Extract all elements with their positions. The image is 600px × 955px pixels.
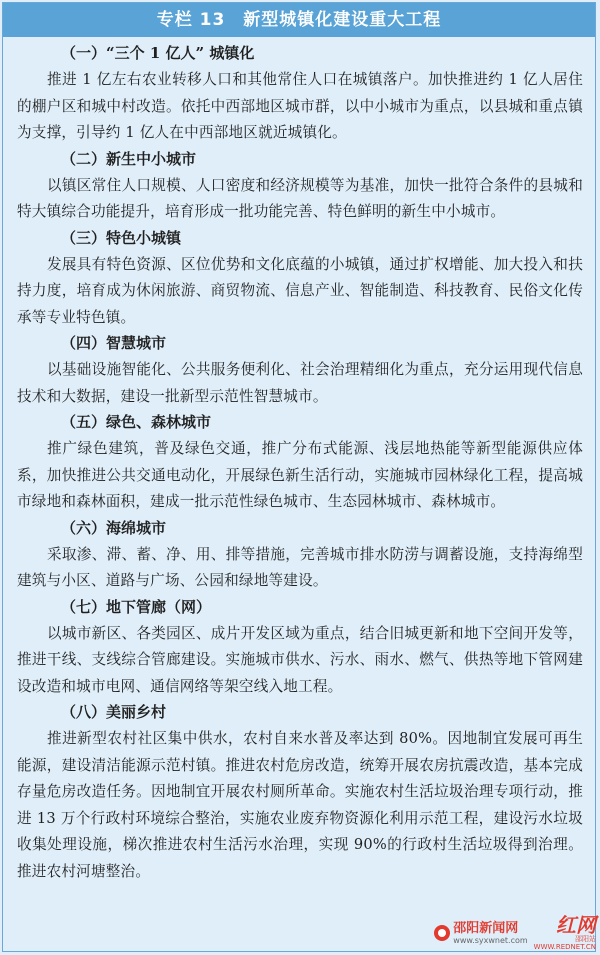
watermark [434, 915, 596, 951]
section-6 [17, 518, 583, 595]
section-body: 发展具有特色资源、区位优势和文化底蕴的小城镇，通过扩权增能、加大投入和扶持力度，培育成为休闲旅游、商贸物流、信息产业、智能制造、科技教育、民俗文化传承等专业特色镇。 [17, 255, 583, 326]
rednet-sub: 邵阳站 [575, 935, 596, 943]
section-body: 推广绿色建筑，普及绿色交通，推广分布式能源、浅层地热能等新型能源供应体系，加快推进公共交通电动化，开展绿色新生活行动，实施城市园林绿化工程，提高城市绿地和森林面积，建成一批示范性绿色城市、生态园林城市、森林城市。 [17, 440, 583, 510]
section-7 [17, 597, 583, 701]
section-2 [17, 149, 583, 226]
section-8 [17, 702, 583, 885]
section-3 [17, 228, 583, 332]
section-heading: （一）“三个 1 亿人” 城镇化 [61, 44, 255, 62]
site-logo-icon [434, 925, 450, 941]
section-body: 以基础设施智能化、公共服务便利化、社会治理精细化为重点，充分运用现代信息技术和大数据，建设一批新型示范性智慧城市。 [17, 361, 583, 405]
section-heading: （七）地下管廊（网） [61, 597, 212, 616]
box-content [17, 43, 583, 887]
section-1 [17, 43, 583, 147]
feature-box [2, 2, 596, 952]
section-heading: （六）海绵城市 [61, 518, 167, 537]
rednet-url: WWW.REDNET.CN [533, 943, 596, 951]
section-heading: （三）特色小城镇 [61, 228, 182, 247]
section-body: 采取渗、滞、蓄、净、用、排等措施，完善城市排水防涝与调蓄设施，支持海绵型建筑与小区、道路与广场、公园和绿地等建设。 [17, 545, 583, 589]
section-body: 以镇区常住人口规模、人口密度和经济规模等为基准，加快一批符合条件的县城和特大镇综合功能提升，培育形成一批功能完善、特色鲜明的新生中小城市。 [17, 176, 583, 220]
section-body: 推进新型农村社区集中供水，农村自来水普及率达到 80%。因地制宜发展可再生能源，建设清洁能源示范村镇。推进农村危房改造，统筹开展农房抗震改造，基本完成存量危房改造任务。因地制宜开展农村厕所革命。实施农村生活垃圾治理专项行动，推进 13 万个行政村环境综合整治，实施农业废弃物资源化利用示范工程，建设污水垃圾收集处理设施，梯次推进农村生活污水治理，实现 90%的行政村生活垃圾得到治理。推进农村河塘整治。 [17, 730, 583, 880]
section-body: 以城市新区、各类园区、成片开发区域为重点，结合旧城更新和地下空间开发等，推进干线、支线综合管廊建设。实施城市供水、污水、雨水、燃气、供热等地下管网建设改造和城市电网、通信网络等架空线入地工程。 [17, 624, 583, 695]
section-heading: （八）美丽乡村 [61, 703, 167, 721]
section-heading: （五）绿色、森林城市 [61, 413, 212, 431]
site-watermark [434, 922, 527, 945]
site-name: 邵阳新闻网 [453, 920, 519, 936]
section-4 [17, 333, 583, 410]
box-title: 专栏 13 新型城镇化建设重大工程 [3, 3, 595, 37]
rednet-logo: 红网 [556, 913, 596, 937]
section-heading: （四）智慧城市 [61, 334, 167, 352]
section-heading: （二）新生中小城市 [61, 149, 197, 168]
rednet-watermark [534, 915, 596, 951]
section-body: 推进 1 亿左右农业转移人口和其他常住人口在城镇落户。加快推进约 1 亿人居住的棚户区和城中村改造。依托中西部地区城市群，以中小城市为重点，以县城和重点镇为支撑，引导约 1 亿人在中西部地区就近城镇化。 [17, 71, 583, 141]
site-url: www.syxwnet.com [453, 935, 528, 945]
section-5 [17, 412, 583, 516]
